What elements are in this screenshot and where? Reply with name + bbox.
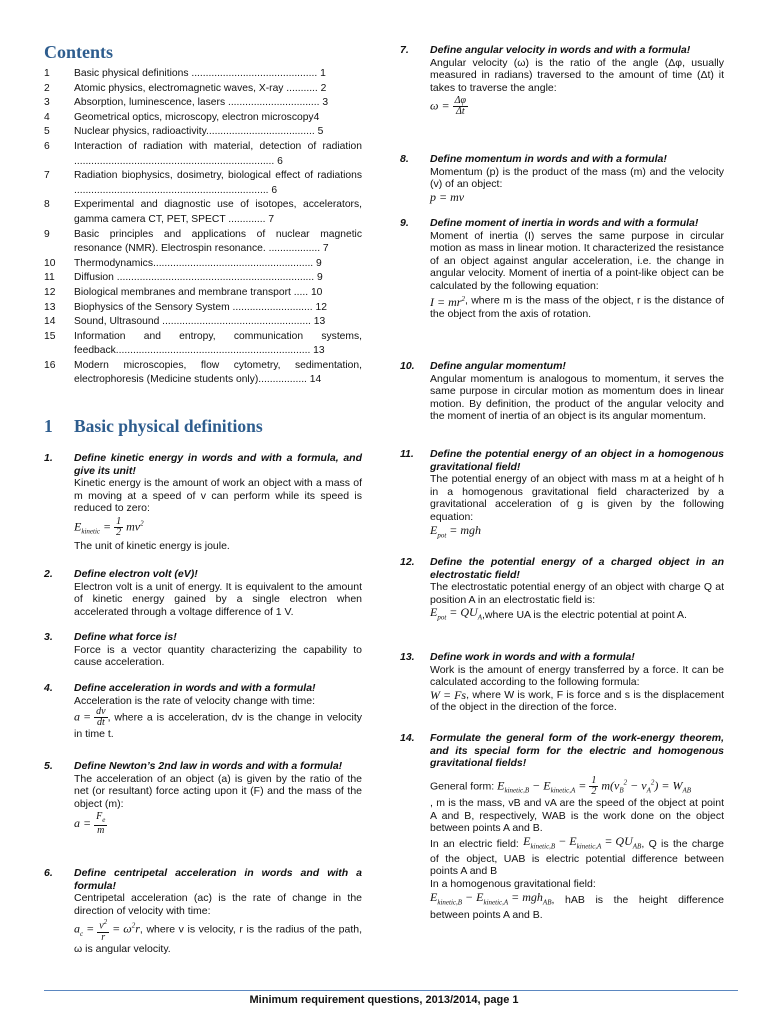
newton-formula: a = $\frac{F_e}{m}$ <box>74 811 106 837</box>
toc-entry-number: 3 <box>44 97 50 109</box>
question-answer: Momentum (p) is the product of the mass (m) and the velocity (v) of an object: <box>430 165 724 191</box>
toc-entry[interactable] <box>44 330 362 359</box>
work-formula-line: W = Fs, where W is work, F is force and s is the displacement of the object in the direction of the force. <box>430 687 724 714</box>
question-answer: Angular momentum is analogous to momentum, it serves the same purpose in circular motion as momentum does in linear motion. By definition, the product of the angular velocity and the moment of inertia of an object is its angular momentum. <box>430 372 724 423</box>
question-title: Define what force is! <box>74 631 177 643</box>
toc-entry-number: 11 <box>44 272 55 284</box>
question-10: 10. Define angular momentum! Angular momentum is analogous to momentum, it serves the same purpose in circular motion as momentum does in linear motion. By definition, the product of the angular velocity and the moment of inertia of an object is its angular momentum. <box>400 360 724 423</box>
toc-entry-number: 12 <box>44 286 56 298</box>
question-answer: The acceleration of an object (a) is given by the ratio of the net (or resultant) force acting upon it (F) and the mass of the object (m): <box>74 772 362 810</box>
toc-entry-text: Basic physical definitions ............................................ 1 <box>74 68 326 79</box>
toc-entry[interactable] <box>44 271 362 286</box>
question-title: Define centripetal acceleration in words and with a formula! <box>74 867 362 892</box>
angular-velocity-formula: ω = $\frac{\Delta\varphi}{\Delta t}$ <box>430 95 466 118</box>
toc-entry-number: 6 <box>44 140 50 152</box>
toc-entry[interactable] <box>44 96 362 111</box>
question-title: Define electron volt (eV)! <box>74 568 198 580</box>
question-title: Formulate the general form of the work-energy theorem, and its special form for the electric and homogenous gravitational fields! <box>430 732 724 770</box>
toc-entry[interactable] <box>44 125 362 140</box>
question-2: 2. Define electron volt (eV)! Electron volt is a unit of energy. It is equivalent to the amount of kinetic energy gained by a single electron when accelerated through a voltage difference of 1 V. <box>44 568 362 618</box>
kinetic-energy-formula: $E_{kinetic}$ = $\frac{1}{2}$ $mv^2$ <box>74 515 144 538</box>
section-number: 1 <box>44 416 53 436</box>
question-answer: The electrostatic potential energy of an object with charge Q at position A in an electrostatic field is: <box>430 581 724 606</box>
toc-entry[interactable] <box>44 301 362 316</box>
question-6: 6. Define centripetal acceleration in words and with a formula! Centripetal acceleration (ac) is the rate of change in the direction of velocity with time: $a_c$ = $\frac{v^2}{r}$ = $\omega^2r$, where v is velocity, r is the radius of the path, ω is angular velocity. <box>44 867 362 955</box>
question-3: 3. Define what force is! Force is a vector quantity characterizing the capability to cause acceleration. <box>44 631 362 669</box>
toc-entry[interactable] <box>44 257 362 272</box>
toc-entry[interactable] <box>44 140 362 169</box>
toc-entry[interactable] <box>44 82 362 97</box>
toc-entry-text: Thermodynamics........................................................ 9 <box>74 257 322 269</box>
question-answer: Angular velocity (ω) is the ratio of the angle (Δφ, usually measured in radians) traversed to the amount of time (Δt) it takes to traverse the angle: <box>430 56 724 94</box>
section-title: Basic physical definitions <box>74 416 263 436</box>
toc-entry-number: 10 <box>44 257 56 269</box>
toc-entry-text: Basic principles and applications of nuclear magnetic resonance (NMR). Electrospin resonance. .................. 7 <box>74 228 362 255</box>
question-answer: Force is a vector quantity characterizing the capability to cause acceleration. <box>74 643 362 669</box>
toc-entry-number: 13 <box>44 301 56 313</box>
potential-energy-formula: $E_{pot}$ = mgh <box>430 522 482 539</box>
question-title: Define kinetic energy in words and with a formula, and give its unit! <box>74 452 362 477</box>
table-of-contents <box>44 67 362 388</box>
toc-entry-text: Geometrical optics, microscopy, electron microscopy4 <box>74 111 320 123</box>
contents-title: Contents <box>44 42 114 62</box>
toc-entry[interactable] <box>44 111 362 126</box>
toc-entry[interactable] <box>44 315 362 330</box>
question-answer: Electron volt is a unit of energy. It is equivalent to the amount of kinetic energy gained by a single electron when accelerated through a voltage difference of 1 V. <box>74 580 362 618</box>
question-5: 5. Define Newton’s 2nd law in words and with a formula! The acceleration of an object (a) is given by the ratio of the net (or resultant) force acting upon it (F) and the mass of the object (m): a = $\frac{F_e}{m}$ <box>44 760 362 837</box>
question-answer-after: The unit of kinetic energy is joule. <box>74 540 230 553</box>
toc-entry-text: Modern microscopies, flow cytometry, sedimentation, electrophoresis (Medicine students only)................. 14 <box>74 359 362 386</box>
question-answer: The potential energy of an object with mass m at a height of h in a homogenous gravitational field characterized by a gravitational acceleration of g is given by the following equation: <box>430 473 724 523</box>
toc-entry-number: 4 <box>44 111 50 123</box>
question-1: 1. Define kinetic energy in words and with a formula, and give its unit! Kinetic energy is the amount of work an object with a mass of m moving at a speed of v can perform while its speed is reduced to zero: $E_{kinetic}$ = $\frac{1}{2}$ $mv^2$ The unit of kinetic energy is joule. <box>44 452 362 553</box>
toc-entry-number: 7 <box>44 170 50 182</box>
question-title: Define momentum in words and with a formula! <box>430 153 667 165</box>
question-title: Define moment of inertia in words and with a formula! <box>430 217 699 229</box>
question-8: 8. Define momentum in words and with a formula! Momentum (p) is the product of the mass (m) and the velocity (v) of an object: p = mv <box>400 153 724 204</box>
question-title: Define angular velocity in words and with a formula! <box>430 44 691 56</box>
momentum-formula: p = mv <box>430 189 465 204</box>
electric-form-line: In an electric field: $E_{kinetic,B} - E_{kinetic,A} = QU_{AB}$, Q is the charge of the object, UAB is electric potential difference between points A and B <box>430 833 724 878</box>
question-7: 7. Define angular velocity in words and with a formula! Angular velocity (ω) is the ratio of the angle (Δφ, usually measured in radians) traversed to the amount of time (Δt) it takes to traverse the angle: ω = $\frac{\Delta\varphi}{\Delta t}$ <box>400 44 724 118</box>
toc-entry-text: Absorption, luminescence, lasers ................................ 3 <box>74 97 329 109</box>
question-13: 13. Define work in words and with a formula! Work is the amount of energy transferred by a force. It can be calculated according to the following formula: W = Fs, where W is work, F is force and s is the displacement of the object in the direction of the force. <box>400 651 724 714</box>
question-title: Define acceleration in words and with a formula! <box>74 682 316 694</box>
toc-entry-text: Sound, Ultrasound .................................................... 13 <box>74 316 326 328</box>
question-12: 12. Define the potential energy of a charged object in an electrostatic field! The electrostatic potential energy of an object with charge Q at position A in an electrostatic field is: $E_{pot}$ = $QU_A,where$ UA is the electric potential at point A. <box>400 556 724 624</box>
question-answer: Centripetal acceleration (ac) is the rate of change in the direction of velocity with time: <box>74 892 362 917</box>
question-14: 14. Formulate the general form of the work-energy theorem, and its special form for the electric and homogenous gravitational fields! General form: $E_{kinetic,B} - E_{kinetic,A}$ = $\frac{1}{2}$ $m(v_B^2 - v_A^2) = W_{AB}$ , m is the mass, vB and vA are the speed of the object at point A and B, respectively, WAB is the work done on the object between points A and B. In an electric field: $E_{kinetic,B} - E_{kinetic,A} = QU_{AB}$, Q is the charge of the object, UAB is electric potential difference between points A and B In a homogenous gravitational field: $E_{kinetic,B} - E_{kinetic,A} = mgh_{AB}$, hAB is the height difference between points A and B. <box>400 732 724 921</box>
question-answer: Kinetic energy is the amount of work an object with a mass of m moving at a speed of v can perform while its speed is reduced to zero: <box>74 477 362 515</box>
section-heading <box>44 416 263 437</box>
toc-entry-number: 5 <box>44 126 50 138</box>
toc-entry-text: Experimental and diagnostic use of isotopes, accelerators, gamma camera CT, PET, SPECT ............. 7 <box>74 199 362 225</box>
toc-entry[interactable] <box>44 359 362 388</box>
toc-entry-text: Interaction of radiation with material, detection of radiation ...................................................................... 6 <box>74 140 362 167</box>
question-answer: Work is the amount of energy transferred by a force. It can be calculated according to the following formula: <box>430 663 724 689</box>
toc-entry[interactable] <box>44 286 362 301</box>
toc-entry-number: 2 <box>44 82 50 94</box>
gravitational-form-line: $E_{kinetic,B} - E_{kinetic,A} = mgh_{AB}$, hAB is the height difference between points A and B. <box>430 889 724 921</box>
question-title: Define angular momentum! <box>430 360 566 372</box>
toc-entry-number: 1 <box>44 68 50 79</box>
toc-entry-text: Biological membranes and membrane transport ..... 10 <box>74 286 323 298</box>
inertia-formula-line: $I = mr^2$, where m is the mass of the object, r is the distance of the object from the axis of rotation. <box>430 294 724 321</box>
question-9: 9. Define moment of inertia in words and with a formula! Moment of inertia (I) serves the same purpose in circular motion as mass in linear motion. It characterized the resistance of an object against angular acceleration, i.e. the change in angular velocity. Moment of inertia of a point-like object can be calculated by the following equation: $I = mr^2$, where m is the mass of the object, r is the distance of the object from the axis of rotation. <box>400 217 724 321</box>
toc-entry[interactable] <box>44 228 362 257</box>
electrostatic-formula-line: $E_{pot}$ = $QU_A,where$ UA is the electric potential at point A. <box>430 605 687 622</box>
toc-entry-text: Diffusion ..................................................................... 9 <box>74 272 323 284</box>
acceleration-formula-line: a = $\frac{dv}{dt}$ , where a is acceleration, dv is the change in velocity in time t. <box>74 706 362 741</box>
toc-entry-text: Nuclear physics, radioactivity...................................... 5 <box>74 126 324 138</box>
toc-entry-number: 8 <box>44 199 50 211</box>
page-footer: Minimum requirement questions, 2013/2014, page 1 <box>249 994 519 1006</box>
toc-entry-number: 9 <box>44 228 50 240</box>
question-title: Define the potential energy of an object in a homogenous gravitational field! <box>430 448 724 473</box>
toc-entry-number: 14 <box>44 316 56 328</box>
toc-entry-text: Atomic physics, electromagnetic waves, X-ray ........... 2 <box>74 82 327 94</box>
toc-entry[interactable] <box>44 169 362 198</box>
question-title: Define the potential energy of a charged object in an electrostatic field! <box>430 556 724 581</box>
centripetal-formula-line: $a_c$ = $\frac{v^2}{r}$ = $\omega^2r$, where v is velocity, r is the radius of the path, ω is angular velocity. <box>74 918 362 955</box>
question-answer: Moment of inertia (I) serves the same purpose in circular motion as mass in linear motion. It characterized the resistance of an object against angular acceleration, i.e. the change in angular velocity. Moment of inertia of a point-like object can be calculated by the following equation: <box>430 229 724 292</box>
toc-entry-text: Information and entropy, communication systems, feedback.................................................................... 13 <box>74 330 362 357</box>
general-form-line: General form: $E_{kinetic,B} - E_{kinetic,A}$ = $\frac{1}{2}$ $m(v_B^2 - v_A^2) = W_{AB}$ <box>430 774 692 797</box>
toc-entry-number: 15 <box>44 330 56 342</box>
question-4: 4. Define acceleration in words and with a formula! Acceleration is the rate of velocity change with time: a = $\frac{dv}{dt}$ , where a is acceleration, dv is the change in velocity in time t. <box>44 682 362 741</box>
footer-rule <box>44 990 738 991</box>
gravitational-form-label: In a homogenous gravitational field: <box>430 877 596 890</box>
question-answer: Acceleration is the rate of velocity change with time: <box>74 694 316 707</box>
toc-entry[interactable] <box>44 67 362 82</box>
toc-entry-text: Radiation biophysics, dosimetry, biological effect of radiations .................................................................... 6 <box>74 170 362 196</box>
question-title: Define work in words and with a formula! <box>430 651 635 663</box>
toc-entry-number: 16 <box>44 359 56 371</box>
question-11: 11. Define the potential energy of an object in a homogenous gravitational field! The potential energy of an object with mass m at a height of h in a homogenous gravitational field characterized by a gravitational acceleration of g is given by the following equation: $E_{pot}$ = mgh <box>400 448 724 542</box>
toc-entry-text: Biophysics of the Sensory System ............................ 12 <box>74 301 327 313</box>
question-title: Define Newton’s 2nd law in words and with a formula! <box>74 760 343 772</box>
general-form-explanation: , m is the mass, vB and vA are the speed of the object at point A and B, respectively, WAB is the work done on the object between points A and B. <box>430 797 724 835</box>
toc-entry[interactable] <box>44 198 362 227</box>
